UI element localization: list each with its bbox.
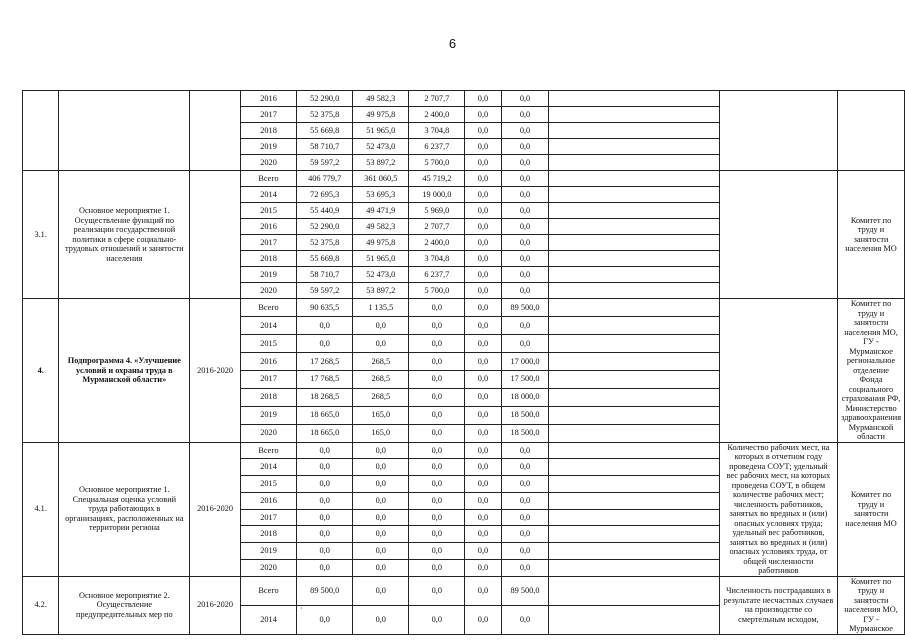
federal-budget-cell: 5 700,0 <box>409 283 465 299</box>
total-cell: 0,0 <box>297 442 353 459</box>
federal-budget-cell: 0,0 <box>409 299 465 317</box>
empty-cell <box>549 171 719 187</box>
empty-cell <box>549 388 719 406</box>
year-cell: 2018 <box>240 251 296 267</box>
total-cell: 406 779,7 <box>297 171 353 187</box>
executor-cell: Комитет по труду и занятости населения МО, ГУ - Мурманское <box>838 576 905 634</box>
item-name-cell: Подпрограмма 4. «Улучшение условий и охраны труда в Мурманской области» <box>59 299 190 443</box>
page-number: 6 <box>448 36 457 51</box>
table-row <box>23 171 905 187</box>
indicator-cell <box>719 171 837 299</box>
local-budget-cell: 0,0 <box>465 424 501 442</box>
regional-budget-cell: 0,0 <box>353 576 409 605</box>
regional-budget-cell: 49 582,3 <box>353 91 409 107</box>
item-number-cell: 4.1. <box>23 442 59 576</box>
local-budget-cell: 0,0 <box>465 91 501 107</box>
local-budget-cell: 0,0 <box>465 283 501 299</box>
empty-cell <box>549 107 719 123</box>
regional-budget-cell: 49 975,8 <box>353 235 409 251</box>
local-budget-cell: 0,0 <box>465 171 501 187</box>
item-name-cell: Основное мероприятие 2. Осуществление предупредительных мер по <box>59 576 190 634</box>
federal-budget-cell: 0,0 <box>409 543 465 560</box>
total-cell: 0,0 <box>297 543 353 560</box>
total-cell: 58 710,7 <box>297 139 353 155</box>
empty-cell <box>549 442 719 459</box>
regional-budget-cell: 53 695,3 <box>353 187 409 203</box>
empty-cell <box>549 299 719 317</box>
total-cell: 72 695,3 <box>297 187 353 203</box>
federal-budget-cell: 3 704,8 <box>409 251 465 267</box>
total-cell: 55 669,8 <box>297 251 353 267</box>
year-cell: 2016 <box>240 352 296 370</box>
regional-budget-cell: 49 975,8 <box>353 107 409 123</box>
regional-budget-cell: 52 473,0 <box>353 139 409 155</box>
total-cell: 0,0 <box>297 316 353 334</box>
regional-budget-cell: 165,0 <box>353 424 409 442</box>
federal-budget-cell: 0,0 <box>409 442 465 459</box>
local-budget-cell: 0,0 <box>465 155 501 171</box>
regional-budget-cell: 0,0 <box>353 459 409 476</box>
indicator-cell <box>719 299 837 443</box>
federal-budget-cell: 2 400,0 <box>409 235 465 251</box>
extra-budget-cell: 17 000,0 <box>501 352 549 370</box>
extra-budget-cell: 0,0 <box>501 283 549 299</box>
local-budget-cell: 0,0 <box>465 219 501 235</box>
local-budget-cell: 0,0 <box>465 107 501 123</box>
federal-budget-cell: 6 237,7 <box>409 139 465 155</box>
year-cell: Всего <box>240 171 296 187</box>
local-budget-cell: 0,0 <box>465 526 501 543</box>
federal-budget-cell: 0,0 <box>409 559 465 576</box>
empty-cell <box>549 155 719 171</box>
period-cell: 2016-2020 <box>190 299 241 443</box>
extra-budget-cell: 0,0 <box>501 139 549 155</box>
extra-budget-cell: 17 500,0 <box>501 370 549 388</box>
local-budget-cell: 0,0 <box>465 388 501 406</box>
federal-budget-cell: 0,0 <box>409 424 465 442</box>
year-cell: 2014 <box>240 187 296 203</box>
year-cell: 2016 <box>240 492 296 509</box>
local-budget-cell: 0,0 <box>465 576 501 605</box>
empty-cell <box>549 406 719 424</box>
regional-budget-cell: 0,0 <box>353 476 409 493</box>
year-cell: 2014 <box>240 605 296 634</box>
federal-budget-cell: 0,0 <box>409 492 465 509</box>
executor-cell: Комитет по труду и занятости населения МО <box>838 442 905 576</box>
year-cell: 2016 <box>240 219 296 235</box>
table-row <box>23 442 905 459</box>
extra-budget-cell: 0,0 <box>501 123 549 139</box>
table-row <box>23 91 905 107</box>
federal-budget-cell: 0,0 <box>409 526 465 543</box>
empty-cell <box>549 203 719 219</box>
year-cell: 2015 <box>240 203 296 219</box>
executor-cell: Комитет по труду и занятости населения МО <box>838 171 905 299</box>
total-cell: 0,0 <box>297 526 353 543</box>
federal-budget-cell: 0,0 <box>409 370 465 388</box>
regional-budget-cell: 0,0 <box>353 509 409 526</box>
regional-budget-cell: 0,0 <box>353 543 409 560</box>
empty-cell <box>549 543 719 560</box>
local-budget-cell: 0,0 <box>465 459 501 476</box>
empty-cell <box>549 605 719 634</box>
extra-budget-cell: 0,0 <box>501 559 549 576</box>
total-cell: 55 669,8 <box>297 123 353 139</box>
year-cell: 2018 <box>240 388 296 406</box>
federal-budget-cell: 19 000,0 <box>409 187 465 203</box>
empty-cell <box>549 509 719 526</box>
regional-budget-cell: 49 471,9 <box>353 203 409 219</box>
extra-budget-cell: 0,0 <box>501 459 549 476</box>
federal-budget-cell: 45 719,2 <box>409 171 465 187</box>
extra-budget-cell: 0,0 <box>501 605 549 634</box>
year-cell: 2015 <box>240 476 296 493</box>
extra-budget-cell: 0,0 <box>501 492 549 509</box>
local-budget-cell: 0,0 <box>465 334 501 352</box>
indicator-cell <box>719 91 837 171</box>
local-budget-cell: 0,0 <box>465 123 501 139</box>
empty-cell <box>549 283 719 299</box>
regional-budget-cell: 51 965,0 <box>353 123 409 139</box>
empty-cell <box>549 251 719 267</box>
year-cell: 2019 <box>240 267 296 283</box>
regional-budget-cell: 165,0 <box>353 406 409 424</box>
federal-budget-cell: 0,0 <box>409 334 465 352</box>
table-row <box>23 299 905 317</box>
total-cell: 58 710,7 <box>297 267 353 283</box>
year-cell: 2020 <box>240 283 296 299</box>
empty-cell <box>549 370 719 388</box>
regional-budget-cell: 268,5 <box>353 352 409 370</box>
regional-budget-cell: 0,0 <box>353 559 409 576</box>
total-cell: 52 375,8 <box>297 235 353 251</box>
period-cell <box>190 91 241 171</box>
year-cell: 2017 <box>240 107 296 123</box>
period-cell <box>190 171 241 299</box>
year-cell: 2019 <box>240 543 296 560</box>
empty-cell <box>549 91 719 107</box>
regional-budget-cell: 361 060,5 <box>353 171 409 187</box>
extra-budget-cell: 0,0 <box>501 203 549 219</box>
local-budget-cell: 0,0 <box>465 476 501 493</box>
empty-cell <box>549 316 719 334</box>
extra-budget-cell: 18 000,0 <box>501 388 549 406</box>
empty-cell <box>549 219 719 235</box>
extra-budget-cell: 0,0 <box>501 316 549 334</box>
empty-cell <box>549 267 719 283</box>
extra-budget-cell: 89 500,0 <box>501 299 549 317</box>
year-cell: Всего <box>240 576 296 605</box>
federal-budget-cell: 0,0 <box>409 605 465 634</box>
year-cell: 2014 <box>240 316 296 334</box>
empty-cell <box>549 187 719 203</box>
total-cell: 17 768,5 <box>297 370 353 388</box>
regional-budget-cell: 52 473,0 <box>353 267 409 283</box>
local-budget-cell: 0,0 <box>465 299 501 317</box>
year-cell: 2018 <box>240 526 296 543</box>
federal-budget-cell: 0,0 <box>409 476 465 493</box>
year-cell: 2019 <box>240 406 296 424</box>
year-cell: 2017 <box>240 509 296 526</box>
extra-budget-cell: 0,0 <box>501 91 549 107</box>
empty-cell <box>549 235 719 251</box>
total-cell: 52 375,8 <box>297 107 353 123</box>
extra-budget-cell: 0,0 <box>501 526 549 543</box>
total-cell: 52 290,0 <box>297 91 353 107</box>
extra-budget-cell: 0,0 <box>501 235 549 251</box>
federal-budget-cell: 0,0 <box>409 388 465 406</box>
executor-cell: Комитет по труду и занятости населения МО, ГУ - Мурманское региональное отделение Фонда социального страхования РФ, Министерство здравоохранения Мурманской области <box>838 299 905 443</box>
year-cell: 2017 <box>240 235 296 251</box>
item-name-cell: Основное мероприятие 1. Осуществление функций по реализации государственной политики в сфере социально-трудовых отношений и занятости населения <box>59 171 190 299</box>
regional-budget-cell: 51 965,0 <box>353 251 409 267</box>
empty-cell <box>549 352 719 370</box>
local-budget-cell: 0,0 <box>465 559 501 576</box>
year-cell: 2016 <box>240 91 296 107</box>
year-cell: 2019 <box>240 139 296 155</box>
regional-budget-cell: 0,0 <box>353 605 409 634</box>
item-name-cell: Основное мероприятие 1. Специальная оценка условий труда работающих в организациях, расположенных на территории региона <box>59 442 190 576</box>
federal-budget-cell: 0,0 <box>409 316 465 334</box>
total-cell: 52 290,0 <box>297 219 353 235</box>
local-budget-cell: 0,0 <box>465 251 501 267</box>
regional-budget-cell: 268,5 <box>353 370 409 388</box>
year-cell: 2020 <box>240 424 296 442</box>
local-budget-cell: 0,0 <box>465 235 501 251</box>
local-budget-cell: 0,0 <box>465 605 501 634</box>
extra-budget-cell: 0,0 <box>501 219 549 235</box>
indicator-cell: Численность пострадавших в результате несчастных случаев на производстве со смертельным исходом, <box>719 576 837 634</box>
regional-budget-cell: 1 135,5 <box>353 299 409 317</box>
local-budget-cell: 0,0 <box>465 543 501 560</box>
empty-cell <box>549 576 719 605</box>
total-cell: 90 635,5 <box>297 299 353 317</box>
total-cell: 0,0 <box>297 509 353 526</box>
extra-budget-cell: 0,0 <box>501 442 549 459</box>
empty-cell <box>549 424 719 442</box>
regional-budget-cell: 0,0 <box>353 526 409 543</box>
year-cell: 2020 <box>240 559 296 576</box>
empty-cell <box>549 526 719 543</box>
extra-budget-cell: 18 500,0 <box>501 424 549 442</box>
total-cell: 0,0 <box>297 459 353 476</box>
federal-budget-cell: 3 704,8 <box>409 123 465 139</box>
extra-budget-cell: 0,0 <box>501 251 549 267</box>
federal-budget-cell: 0,0 <box>409 406 465 424</box>
extra-budget-cell: 0,0 <box>501 334 549 352</box>
local-budget-cell: 0,0 <box>465 139 501 155</box>
empty-cell <box>549 476 719 493</box>
item-number-cell: 4.2. <box>23 576 59 634</box>
total-cell: 55 440,9 <box>297 203 353 219</box>
local-budget-cell: 0,0 <box>465 492 501 509</box>
total-cell: 59 597,2 <box>297 155 353 171</box>
total-cell: 0,0 <box>297 334 353 352</box>
regional-budget-cell: 53 897,2 <box>353 155 409 171</box>
period-cell: 2016-2020 <box>190 576 241 634</box>
year-cell: 2018 <box>240 123 296 139</box>
federal-budget-cell: 5 700,0 <box>409 155 465 171</box>
extra-budget-cell: 89 500,0 <box>501 576 549 605</box>
extra-budget-cell: 18 500,0 <box>501 406 549 424</box>
total-cell: 59 597,2 <box>297 283 353 299</box>
year-cell: Всего <box>240 299 296 317</box>
total-cell: 18 665,0 <box>297 406 353 424</box>
regional-budget-cell: 0,0 <box>353 492 409 509</box>
total-cell: 0,0 <box>297 476 353 493</box>
empty-cell <box>549 492 719 509</box>
empty-cell <box>549 334 719 352</box>
federal-budget-cell: 0,0 <box>409 576 465 605</box>
empty-cell <box>549 459 719 476</box>
executor-cell <box>838 91 905 171</box>
item-name-cell <box>59 91 190 171</box>
local-budget-cell: 0,0 <box>465 187 501 203</box>
year-cell: Всего <box>240 442 296 459</box>
federal-budget-cell: 2 707,7 <box>409 91 465 107</box>
empty-cell <box>549 559 719 576</box>
total-cell: 18 665,0 <box>297 424 353 442</box>
item-number-cell <box>23 91 59 171</box>
local-budget-cell: 0,0 <box>465 352 501 370</box>
total-cell: 18 268,5 <box>297 388 353 406</box>
federal-budget-cell: 6 237,7 <box>409 267 465 283</box>
local-budget-cell: 0,0 <box>465 442 501 459</box>
extra-budget-cell: 0,0 <box>501 155 549 171</box>
table-row <box>23 576 905 605</box>
total-cell: 0,0 <box>297 605 353 634</box>
extra-budget-cell: 0,0 <box>501 509 549 526</box>
scan-dot: · <box>300 604 303 613</box>
federal-budget-cell: 2 707,7 <box>409 219 465 235</box>
total-cell: 17 268,5 <box>297 352 353 370</box>
item-number-cell: 3.1. <box>23 171 59 299</box>
regional-budget-cell: 0,0 <box>353 334 409 352</box>
local-budget-cell: 0,0 <box>465 316 501 334</box>
extra-budget-cell: 0,0 <box>501 476 549 493</box>
federal-budget-cell: 5 969,0 <box>409 203 465 219</box>
total-cell: 0,0 <box>297 559 353 576</box>
empty-cell <box>549 123 719 139</box>
federal-budget-cell: 2 400,0 <box>409 107 465 123</box>
regional-budget-cell: 0,0 <box>353 442 409 459</box>
period-cell: 2016-2020 <box>190 442 241 576</box>
regional-budget-cell: 53 897,2 <box>353 283 409 299</box>
extra-budget-cell: 0,0 <box>501 543 549 560</box>
local-budget-cell: 0,0 <box>465 509 501 526</box>
indicator-cell: Количество рабочих мест, на которых в отчетном году проведена СОУТ; удельный вес рабочих мест, на которых проведена СОУТ, в общем количестве рабочих мест; численность работников, занятых во вредных и (или) опасных условиях труда; удельный вес работников, занятых во вредных и (или) опасных условиях труда, от общей численности работников <box>719 442 837 576</box>
budget-table <box>22 90 905 635</box>
regional-budget-cell: 268,5 <box>353 388 409 406</box>
year-cell: 2017 <box>240 370 296 388</box>
extra-budget-cell: 0,0 <box>501 267 549 283</box>
local-budget-cell: 0,0 <box>465 267 501 283</box>
extra-budget-cell: 0,0 <box>501 171 549 187</box>
extra-budget-cell: 0,0 <box>501 107 549 123</box>
federal-budget-cell: 0,0 <box>409 509 465 526</box>
total-cell: 89 500,0 <box>297 576 353 605</box>
total-cell: 0,0 <box>297 492 353 509</box>
empty-cell <box>549 139 719 155</box>
local-budget-cell: 0,0 <box>465 203 501 219</box>
local-budget-cell: 0,0 <box>465 370 501 388</box>
local-budget-cell: 0,0 <box>465 406 501 424</box>
item-number-cell: 4. <box>23 299 59 443</box>
extra-budget-cell: 0,0 <box>501 187 549 203</box>
year-cell: 2014 <box>240 459 296 476</box>
federal-budget-cell: 0,0 <box>409 352 465 370</box>
regional-budget-cell: 0,0 <box>353 316 409 334</box>
regional-budget-cell: 49 582,3 <box>353 219 409 235</box>
year-cell: 2015 <box>240 334 296 352</box>
federal-budget-cell: 0,0 <box>409 459 465 476</box>
year-cell: 2020 <box>240 155 296 171</box>
